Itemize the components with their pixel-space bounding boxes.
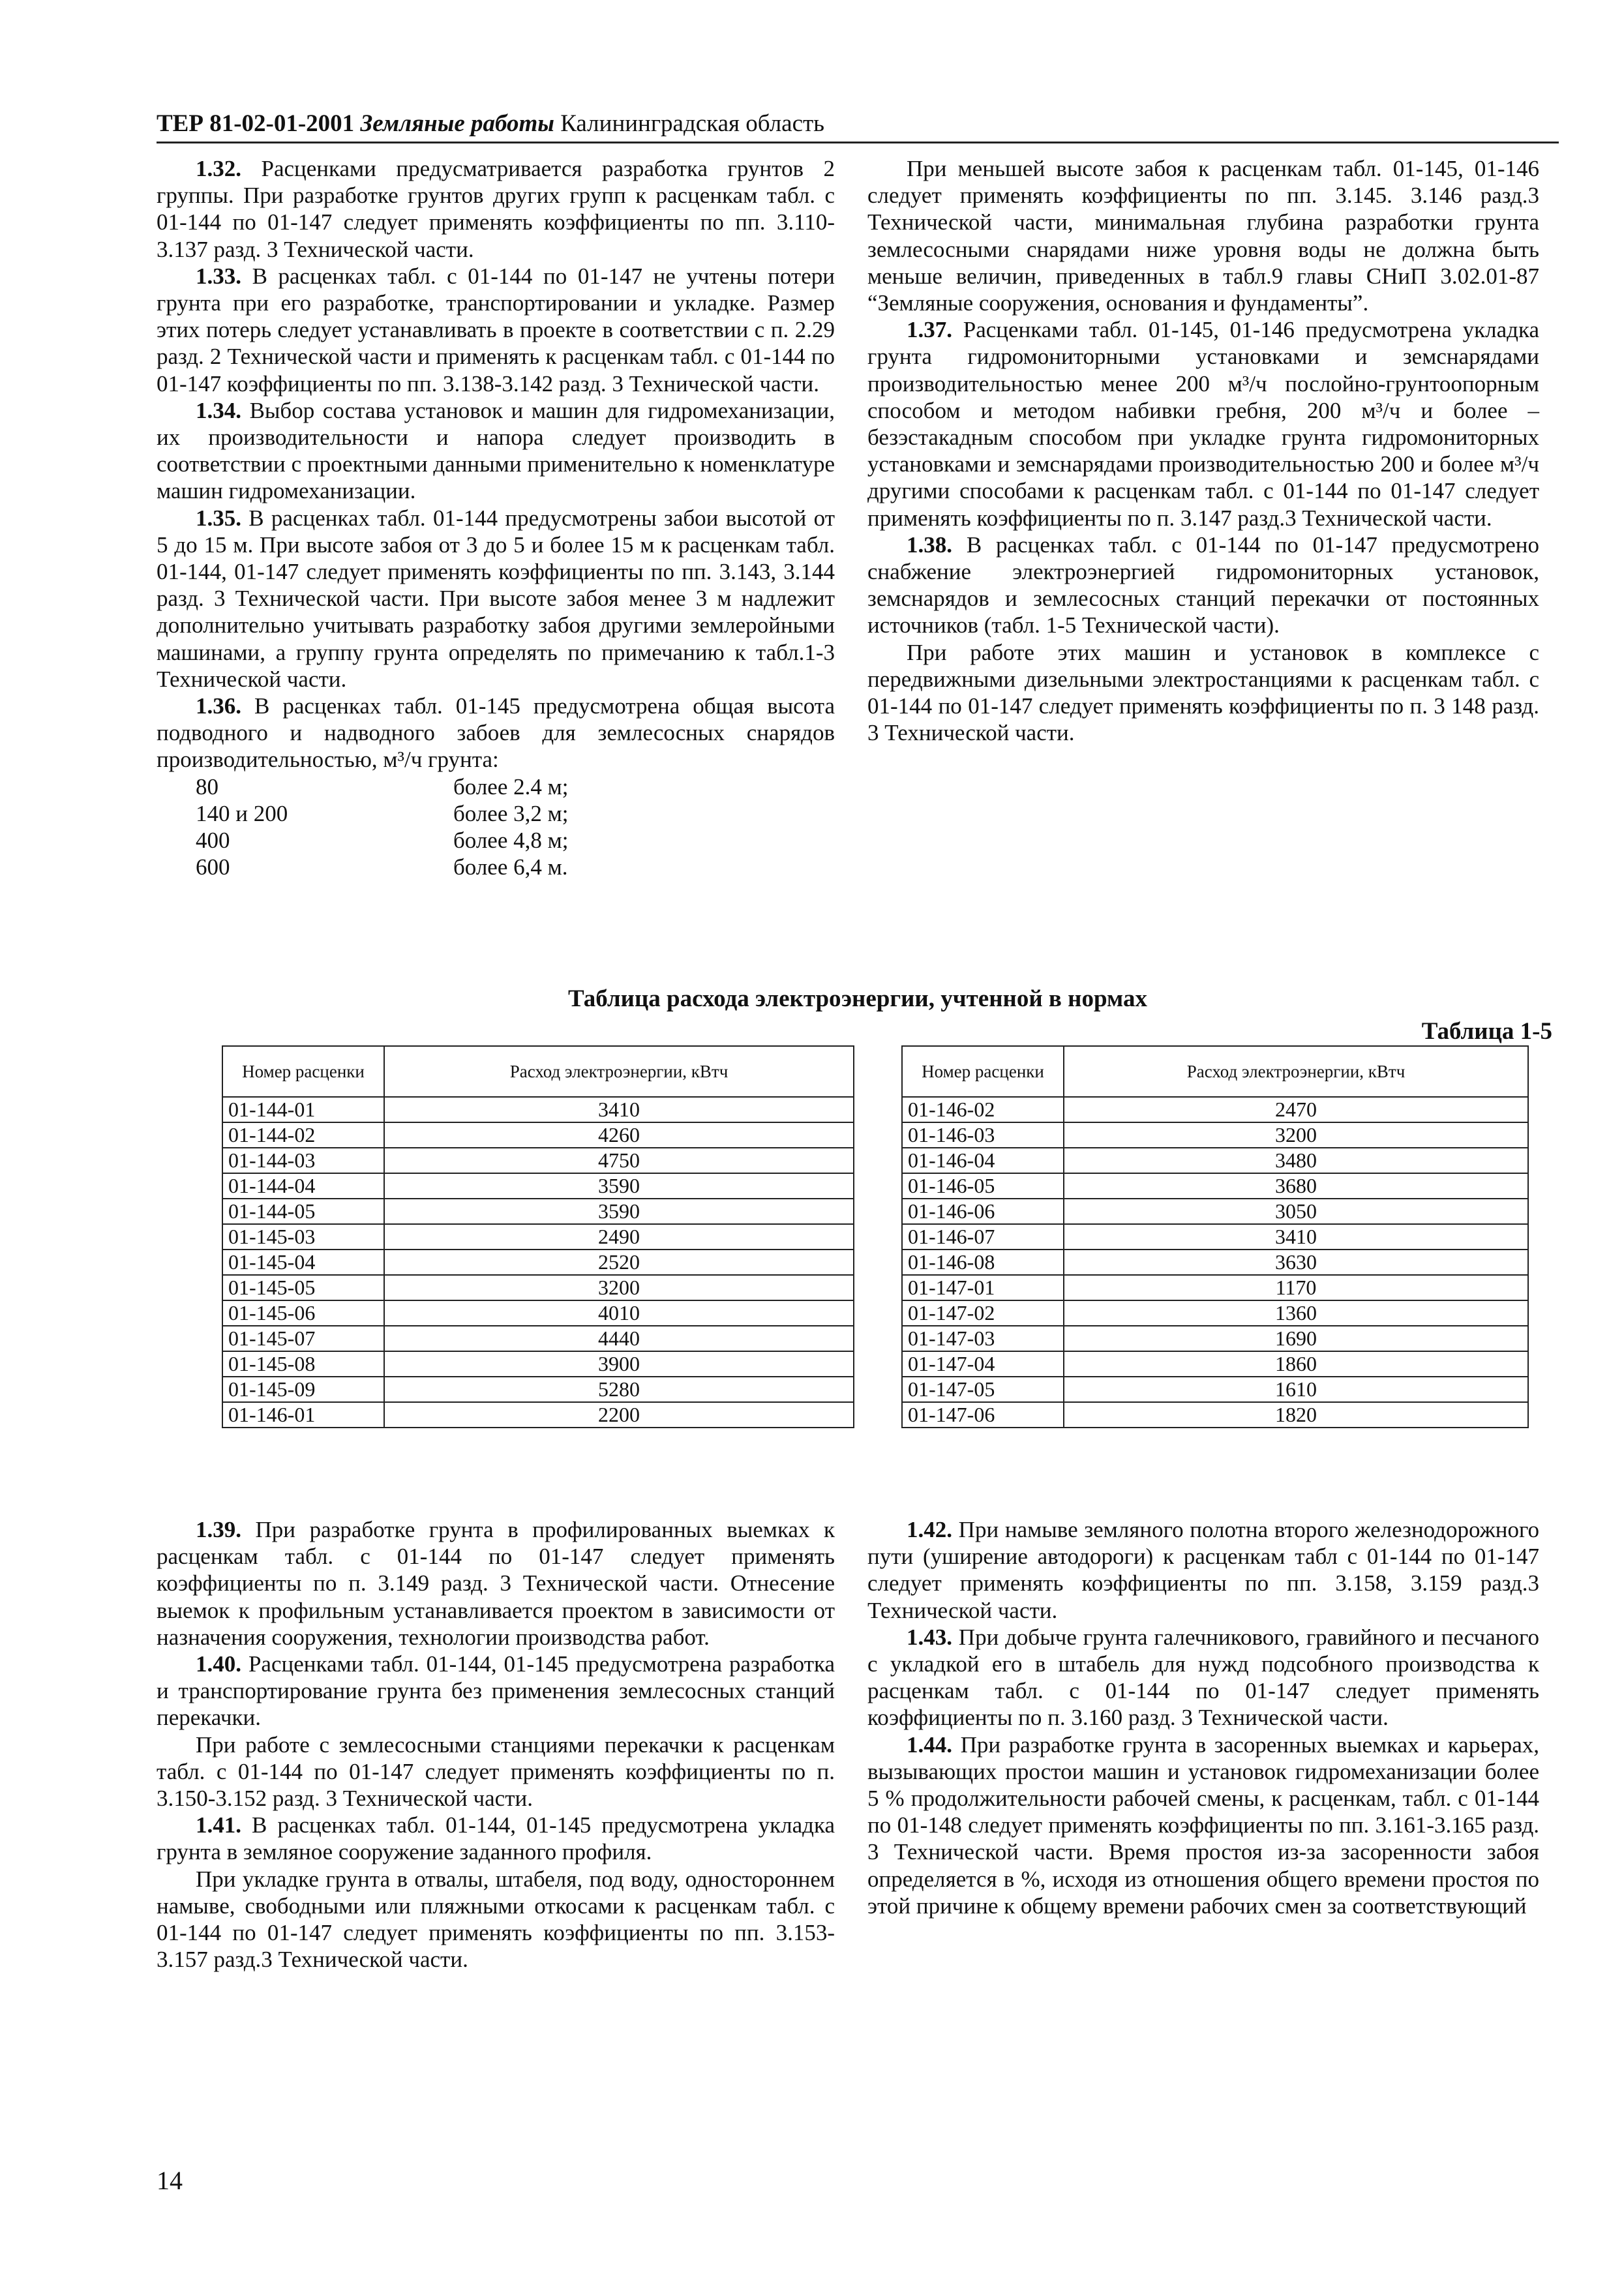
rate-number-cell: 01-147-04: [902, 1351, 1064, 1377]
table-row: [902, 1148, 1528, 1173]
paragraph-text: При добыче грунта галечникового, гравийного и песчаного с укладкой его в штабель для нужд подсобного производства к расценкам табл. с 01-144 по 01-147 следует применять коэффициенты по п. 3.160 разд. 3 Технической части.: [867, 1624, 1539, 1731]
energy-value-cell: 4750: [384, 1148, 854, 1173]
energy-value-cell: 4010: [384, 1300, 854, 1326]
rate-number-cell: 01-146-08: [902, 1250, 1064, 1275]
energy-value-cell: 3480: [1064, 1148, 1528, 1173]
paragraph-1-40-continued: При работе с землесосными станциями перекачки к расценкам табл. с 01-144 по 01-147 следует применять коэффициенты по п. 3.150-3.152 разд. 3 Технической части.: [157, 1731, 835, 1812]
table-row: [902, 1097, 1528, 1122]
paragraph-number: 1.37.: [907, 317, 952, 343]
rate-number-cell: 01-144-01: [222, 1097, 384, 1122]
paragraph-1-43: [867, 1624, 1539, 1731]
table-row: [222, 1199, 854, 1224]
paragraph-text: В расценках табл. 01-145 предусмотрена общая высота подводного и надводного забоев для землесосных снарядов производительностью, м³/ч грунта:: [157, 693, 835, 773]
list-item: 140 и 200 более 3,2 м;: [196, 800, 569, 826]
table-row: [222, 1402, 854, 1428]
table-label: Таблица 1-5: [1421, 1018, 1552, 1045]
rate-number-cell: 01-144-03: [222, 1148, 384, 1173]
table-header-row: [902, 1046, 1528, 1097]
paragraph-text: При разработке грунта в засоренных выемках и карьерах, вызывающих простои машин и установок гидромеханизации более 5 % продолжительности рабочей смены, к расценкам, табл. с 01-144 по 01-148 следует применять коэффициенты по пп. 3.161-3.165 разд. 3 Технической части. Время простоя из-за засоренности забоя определяется в %, исходя из отношения общего времени простоя по этой причине к общему времени рабочих смен за соответствующий: [867, 1731, 1539, 1919]
paragraph-number: 1.43.: [907, 1624, 952, 1650]
paragraph-1-41: [157, 1812, 835, 1865]
paragraph-text: Выбор состава установок и машин для гидромеханизации, их производительности и напора следует производить в соответствии с проектными данными применительно к номенклатуре машин гидромеханизации.: [157, 397, 835, 504]
paragraph-1-36: [157, 693, 835, 773]
table-row: [222, 1377, 854, 1402]
energy-value-cell: 1610: [1064, 1377, 1528, 1402]
rate-number-cell: 01-146-06: [902, 1199, 1064, 1224]
paragraph-1-40: [157, 1651, 835, 1731]
rate-number-cell: 01-146-04: [902, 1148, 1064, 1173]
table-header-row: [222, 1046, 854, 1097]
column-header-energy: Расход электроэнергии, кВтч: [1064, 1046, 1528, 1097]
left-column-bottom: [157, 1516, 835, 1973]
rate-number-cell: 01-145-05: [222, 1275, 384, 1300]
paragraph-1-38: [867, 532, 1539, 639]
list-item: 400 более 4,8 м;: [196, 828, 569, 854]
paragraph-text: Расценками табл. 01-144, 01-145 предусмотрена разработка и транспортирование грунта без применения землесосных станций перекачки.: [157, 1651, 835, 1731]
energy-value-cell: 4260: [384, 1122, 854, 1148]
paragraph-text: В расценках табл. 01-144 предусмотрены забои высотой от 5 до 15 м. При высоте забоя от 3 до 5 и более 15 м к расценкам табл. 01-144, 01-147 следует применять коэффициенты по пп. 3.143, 3.144 разд. 3 Технической части. При высоте забоя менее 3 м надлежит дополнительно учитывать разработку забоя другими землеройными машинами, а группу грунта определять по примечанию к табл.1-3 Технической части.: [157, 505, 835, 692]
paragraph-text: В расценках табл. 01-144, 01-145 предусмотрена укладка грунта в земляное сооружение заданного профиля.: [157, 1812, 835, 1865]
paragraph-1-32: [157, 155, 835, 263]
paragraph-text: При разработке грунта в профилированных выемках к расценкам табл. с 01-144 по 01-147 следует применять коэффициенты по п. 3.149 разд. 3 Технической части. Отнесение выемок к профильным устанавливается проектом в зависимости от назначения сооружения, технологии производства работ.: [157, 1517, 835, 1650]
right-column-top: [867, 155, 1539, 746]
paragraph-text: Расценками табл. 01-145, 01-146 предусмотрена укладка грунта гидромониторными установками и земснарядами производительностью менее 200 м³/ч послойно-грунтоопорным способом и методом набивки гребня, 200 м³/ч и более – безэстакадным способом при укладке грунта гидромониторных установками и земснарядами производительностью 200 и более м³/ч другими способами к расценкам табл. с 01-144 по 01-147 следует применять коэффициенты по п. 3.147 разд.3 Технической части.: [867, 317, 1539, 531]
column-header-rate-number: Номер расценки: [902, 1046, 1064, 1097]
energy-table-left: [222, 1045, 854, 1428]
rate-number-cell: 01-146-02: [902, 1097, 1064, 1122]
table-row: [222, 1275, 854, 1300]
energy-value-cell: 5280: [384, 1377, 854, 1402]
paragraph-text: В расценках табл. с 01-144 по 01-147 не учтены потери грунта при его разработке, транспортировании и укладке. Размер этих потерь следует устанавливать в проекте в соответствии с п. 2.29 разд. 2 Технической части и применять к расценкам табл. с 01-144 по 01-147 коэффициенты по пп. 3.138-3.142 разд. 3 Технической части.: [157, 263, 835, 397]
table-row: [222, 1097, 854, 1122]
paragraph-number: 1.34.: [196, 397, 241, 423]
rate-number-cell: 01-145-06: [222, 1300, 384, 1326]
energy-value-cell: 1820: [1064, 1402, 1528, 1428]
paragraph-number: 1.33.: [196, 263, 241, 289]
table-row: [902, 1402, 1528, 1428]
paragraph-1-42: [867, 1516, 1539, 1624]
paragraph-number: 1.41.: [196, 1812, 241, 1838]
energy-value-cell: 3630: [1064, 1250, 1528, 1275]
rate-number-cell: 01-146-07: [902, 1224, 1064, 1250]
page-number: 14: [157, 2166, 183, 2195]
energy-value-cell: 1170: [1064, 1275, 1528, 1300]
paragraph-1-37: [867, 316, 1539, 532]
paragraph-text: Расценками предусматривается разработка грунтов 2 группы. При разработке грунтов других групп к расценкам табл. с 01-144 по 01-147 следует применять коэффициенты по пп. 3.110- 3.137 разд. 3 Технической части.: [157, 156, 835, 262]
energy-value-cell: 2470: [1064, 1097, 1528, 1122]
table-row: [902, 1275, 1528, 1300]
paragraph-number: 1.38.: [907, 532, 952, 558]
table-row: [222, 1351, 854, 1377]
rate-number-cell: 01-145-08: [222, 1351, 384, 1377]
productivity-list: [196, 773, 835, 881]
table-row: [222, 1122, 854, 1148]
paragraph-text: При намыве земляного полотна второго железнодорожного пути (уширение автодороги) к расценкам табл с 01-144 по 01-147 следует применять коэффициенты по пп. 3.158, 3.159 разд.3 Технической части.: [867, 1517, 1539, 1623]
rate-number-cell: 01-145-07: [222, 1326, 384, 1351]
energy-value-cell: 2490: [384, 1224, 854, 1250]
paragraph-number: 1.40.: [196, 1651, 241, 1677]
rate-number-cell: 01-147-02: [902, 1300, 1064, 1326]
list-item: 80 более 2.4 м;: [196, 773, 569, 800]
rate-number-cell: 01-146-05: [902, 1173, 1064, 1199]
rate-number-cell: 01-147-06: [902, 1402, 1064, 1428]
table-row: [902, 1326, 1528, 1351]
paragraph-number: 1.42.: [907, 1517, 952, 1542]
energy-value-cell: 3590: [384, 1199, 854, 1224]
rate-number-cell: 01-145-09: [222, 1377, 384, 1402]
paragraph-1-36-continued: При меньшей высоте забоя к расценкам табл. 01-145, 01-146 следует применять коэффициенты по пп. 3.145. 3.146 разд.3 Технической части, минимальная глубина разработки грунта землесосными снарядами ниже уровня воды не должна быть меньше величин, приведенных в табл.9 главы СНиП 3.02.01-87 “Земляные сооружения, основания и фундаменты”.: [867, 156, 1539, 316]
table-row: [222, 1250, 854, 1275]
paragraph-1-35: [157, 505, 835, 693]
rate-number-cell: 01-144-04: [222, 1173, 384, 1199]
paragraph-1-34: [157, 397, 835, 505]
energy-value-cell: 3900: [384, 1351, 854, 1377]
table-row: [902, 1173, 1528, 1199]
paragraph-1-44: [867, 1731, 1539, 1919]
rate-number-cell: 01-147-01: [902, 1275, 1064, 1300]
document-region: Калининградская область: [560, 110, 825, 137]
paragraph-1-41-continued: При укладке грунта в отвалы, штабеля, под воду, одностороннем намыве, свободными или пляжными откосами к расценкам табл. с 01-144 по 01-147 следует применять коэффициенты по пп. 3.153-3.157 разд.3 Технической части.: [157, 1866, 835, 1973]
rate-number-cell: 01-147-05: [902, 1377, 1064, 1402]
table-title: Таблица расхода электроэнергии, учтенной в нормах: [568, 985, 1147, 1012]
left-column-top: [157, 155, 835, 880]
document-code: ТЕР 81-02-01-2001: [157, 110, 355, 137]
table-row: [902, 1377, 1528, 1402]
rate-number-cell: 01-145-03: [222, 1224, 384, 1250]
energy-value-cell: 3680: [1064, 1173, 1528, 1199]
paragraph-text: В расценках табл. с 01-144 по 01-147 предусмотрено снабжение электроэнергией гидромониторных установок, земснарядов и землесосных станций перекачки от постоянных источников (табл. 1-5 Технической части).: [867, 532, 1539, 638]
paragraph-1-33: [157, 263, 835, 397]
energy-value-cell: 3050: [1064, 1199, 1528, 1224]
paragraph-number: 1.36.: [196, 693, 241, 719]
rate-number-cell: 01-145-04: [222, 1250, 384, 1275]
energy-value-cell: 3200: [1064, 1122, 1528, 1148]
energy-value-cell: 1860: [1064, 1351, 1528, 1377]
paragraph-number: 1.35.: [196, 505, 241, 531]
table-row: [902, 1250, 1528, 1275]
rate-number-cell: 01-144-05: [222, 1199, 384, 1224]
rate-number-cell: 01-146-01: [222, 1402, 384, 1428]
energy-value-cell: 1690: [1064, 1326, 1528, 1351]
paragraph-number: 1.32.: [196, 156, 241, 181]
energy-value-cell: 3200: [384, 1275, 854, 1300]
energy-value-cell: 3410: [1064, 1224, 1528, 1250]
table-row: [222, 1224, 854, 1250]
energy-value-cell: 3410: [384, 1097, 854, 1122]
table-row: [222, 1148, 854, 1173]
table-row: [902, 1199, 1528, 1224]
right-column-bottom: [867, 1516, 1539, 1919]
energy-value-cell: 1360: [1064, 1300, 1528, 1326]
table-row: [902, 1224, 1528, 1250]
document-section: Земляные работы: [360, 110, 554, 137]
rate-number-cell: 01-146-03: [902, 1122, 1064, 1148]
rate-number-cell: 01-147-03: [902, 1326, 1064, 1351]
paragraph-1-39: [157, 1516, 835, 1651]
column-header-rate-number: Номер расценки: [222, 1046, 384, 1097]
list-item: 600 более 6,4 м.: [196, 854, 568, 880]
energy-value-cell: 2200: [384, 1402, 854, 1428]
energy-table-right: [901, 1045, 1529, 1428]
column-header-energy: Расход электроэнергии, кВтч: [384, 1046, 854, 1097]
table-row: [222, 1173, 854, 1199]
energy-value-cell: 3590: [384, 1173, 854, 1199]
paragraph-1-38-continued: При работе этих машин и установок в комплексе с передвижными дизельными электростанциями к расценкам табл. с 01-144 по 01-147 следует применять коэффициенты по п. 3 148 разд. 3 Технической части.: [867, 639, 1539, 746]
table-row: [222, 1300, 854, 1326]
energy-value-cell: 4440: [384, 1326, 854, 1351]
rate-number-cell: 01-144-02: [222, 1122, 384, 1148]
running-header: [157, 110, 1559, 143]
paragraph-number: 1.39.: [196, 1517, 241, 1542]
table-row: [902, 1351, 1528, 1377]
paragraph-number: 1.44.: [907, 1731, 952, 1758]
table-row: [222, 1326, 854, 1351]
energy-value-cell: 2520: [384, 1250, 854, 1275]
table-row: [902, 1300, 1528, 1326]
table-row: [902, 1122, 1528, 1148]
